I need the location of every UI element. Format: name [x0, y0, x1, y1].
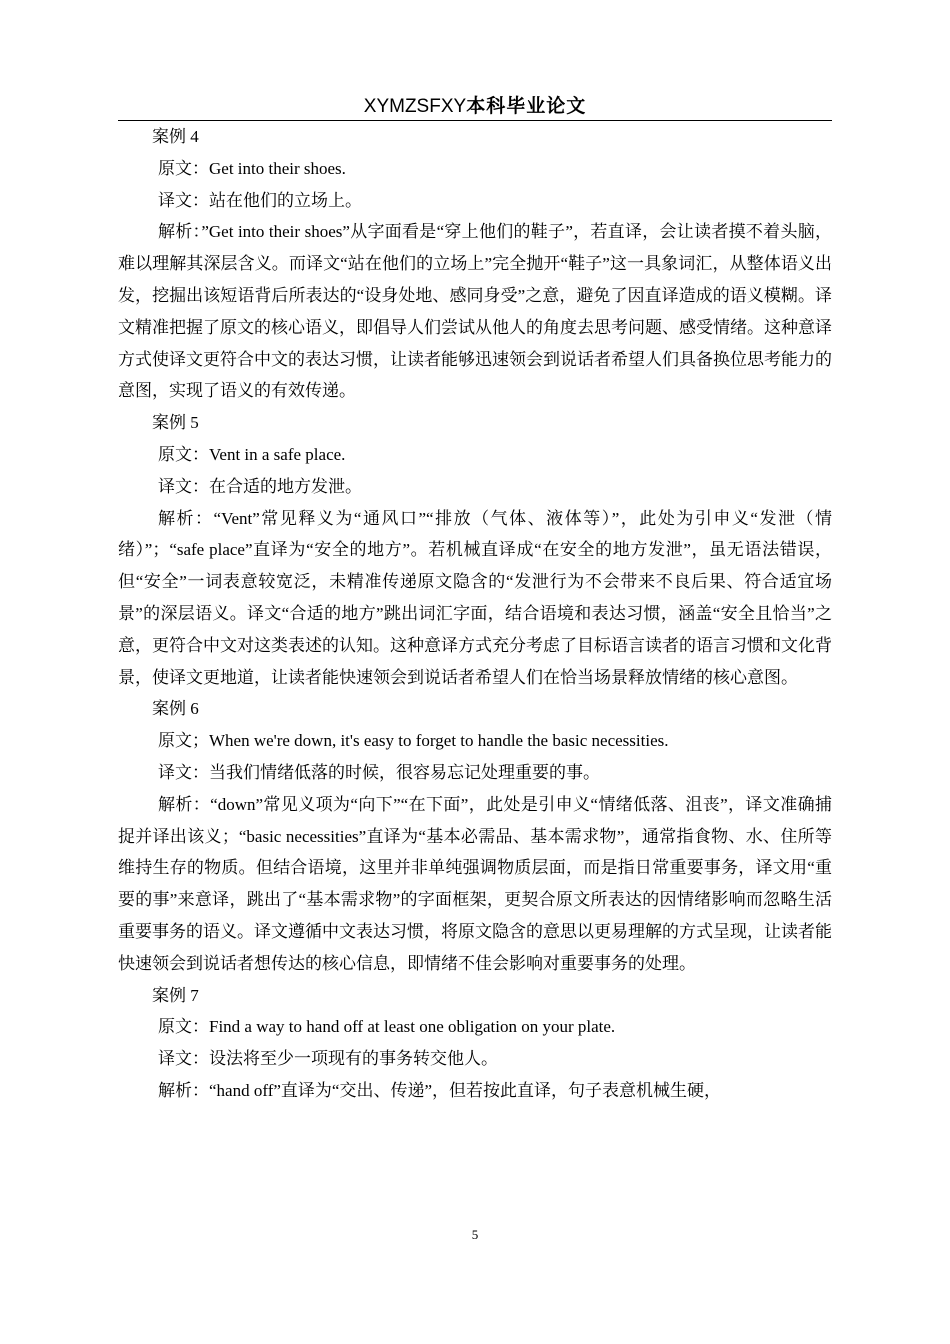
header-school-code: XYMZSFXY — [363, 96, 467, 117]
case-6-label: 案例 6 — [152, 699, 199, 719]
case-5-original: 原文：Vent in a safe place. — [158, 444, 346, 464]
case-7-analysis: 解析：“hand off”直译为“交出、传递”，但若按此直译，句子表意机械生硬， — [158, 1080, 721, 1100]
case-6-translation: 译文：当我们情绪低落的时候，很容易忘记处理重要的事。 — [158, 762, 600, 782]
case-5-translation: 译文：在合适的地方发泄。 — [158, 476, 362, 496]
header-title: 本科毕业论文 — [466, 96, 587, 117]
case-7-original: 原文：Find a way to hand off at least one obligation on your plate. — [158, 1017, 616, 1037]
page-header — [118, 94, 832, 121]
case-4-label: 案例 4 — [152, 127, 199, 146]
case-6-original: 原文；When we're down, it's easy to forget to handle the basic necessities. — [158, 731, 669, 751]
case-4-analysis: 解析：”Get into their shoes”从字面看是“穿上他们的鞋子”，若直译，会让读者摸不着头脑，难以理解其深层含义。而译文“站在他们的立场上”完全抛开“鞋子”这一具象词汇，从整体语义出发，挖掘出该短语背后所表达的“设身处地、感同身受”之意，避免了因直译造成的语义模糊。译文精准把握了原文的核心语义，即倡导人们尝试从他人的角度去思考问题、感受情绪。这种意译方式使译文更符合中文的表达习惯，让读者能够迅速领会到说话者希望人们具备换位思考能力的意图，实现了语义的有效传递。 — [118, 222, 832, 401]
page-number: 5 — [471, 1227, 479, 1242]
case-4-original: 原文：Get into their shoes. — [158, 158, 346, 178]
case-4-translation: 译文：站在他们的立场上。 — [158, 190, 362, 210]
case-5-label: 案例 5 — [152, 413, 199, 433]
document-body — [118, 121, 832, 1107]
case-7-label: 案例 7 — [152, 985, 199, 1005]
case-7-translation: 译文：设法将至少一项现有的事务转交他人。 — [158, 1049, 498, 1069]
case-5-analysis: 解析：“Vent”常见释义为“通风口”“排放（气体、液体等）”，此处为引申义“发泄（情绪）”；“safe place”直译为“安全的地方”。若机械直译成“在安全的地方发泄”，虽无语法错误，但“安全”一词表意较宽泛，未精准传递原文隐含的“发泄行为不会带来不良后果、符合适宜场景”的深层语义。译文“合适的地方”跳出词汇字面，结合语境和表达习惯，涵盖“安全且恰当”之意，更符合中文对这类表述的认知。这种意译方式充分考虑了目标语言读者的语言习惯和文化背景，使译文更地道，让读者能快速领会到说话者希望人们在恰当场景释放情绪的核心意图。 — [118, 508, 832, 687]
case-6-analysis: 解析：“down”常见义项为“向下”“在下面”，此处是引申义“情绪低落、沮丧”，译文准确捕捉并译出该义；“basic necessities”直译为“基本必需品、基本需求物”，通常指食物、水、住所等维持生存的物质。但结合语境，这里并非单纯强调物质层面，而是指日常重要事务，译文用“重要的事”来意译，跳出了“基本需求物”的字面框架，更契合原文所表达的因情绪影响而忽略生活重要事务的语义。译文遵循中文表达习惯，将原文隐含的意思以更易理解的方式呈现，让读者能快速领会到说话者想传达的核心信息，即情绪不佳会影响对重要事务的处理。 — [118, 794, 832, 973]
